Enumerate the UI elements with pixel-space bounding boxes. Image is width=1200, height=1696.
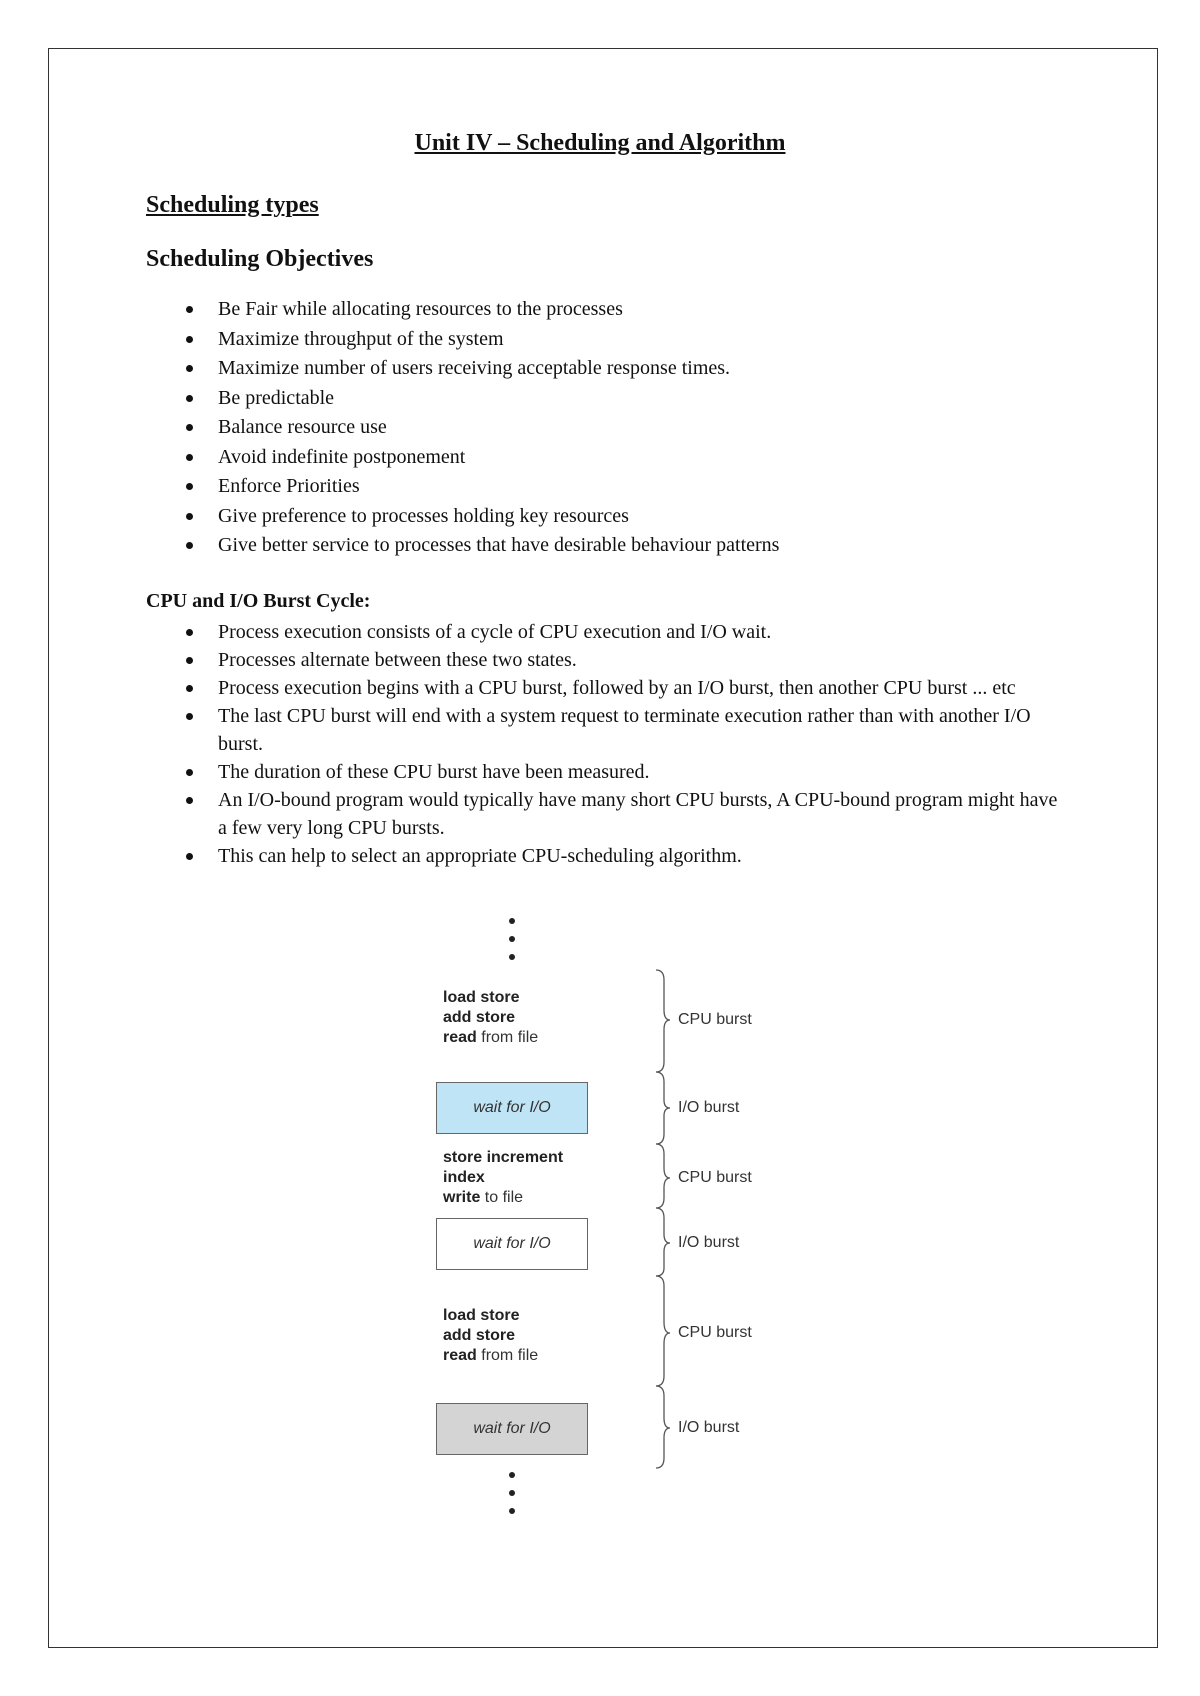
list-item-text: The duration of these CPU burst have been measured. (218, 761, 650, 783)
objectives-list (186, 295, 1066, 561)
wait-label: wait for I/O (473, 1099, 551, 1116)
code-keyword: write (443, 1189, 481, 1206)
list-item (186, 531, 1066, 561)
code-keyword: read (443, 1029, 477, 1046)
list-item (186, 413, 1066, 443)
heading-cpu-io-burst-cycle: CPU and I/O Burst Cycle: (146, 590, 371, 612)
list-item (186, 502, 1066, 532)
code-rest: to file (480, 1189, 524, 1206)
list-item-text: This can help to select an appropriate CPU-scheduling algorithm. (218, 845, 742, 867)
cpu-burst-label: CPU burst (678, 1169, 752, 1186)
list-item-text: Enforce Priorities (218, 475, 360, 497)
code-rest: from file (476, 1347, 539, 1364)
list-item-text: Balance resource use (218, 416, 387, 438)
list-item (186, 354, 1066, 384)
code-line: add store (443, 1327, 516, 1344)
cpu-burst-label: CPU burst (678, 1011, 752, 1028)
code-keyword: read (443, 1347, 477, 1364)
io-burst-label: I/O burst (678, 1099, 740, 1116)
list-item (186, 842, 1066, 870)
list-item-text: Maximize number of users receiving acceptable response times. (218, 357, 731, 379)
cpu-burst-label: CPU burst (678, 1324, 752, 1341)
wait-label: wait for I/O (473, 1235, 551, 1252)
code-line: store increment (443, 1149, 564, 1166)
list-item-text: Process execution begins with a CPU burst, followed by an I/O burst, then another CPU burst ... etc (218, 677, 1016, 699)
heading-scheduling-objectives: Scheduling Objectives (146, 246, 374, 272)
code-line: load store (443, 989, 520, 1006)
page-title: Unit IV – Scheduling and Algorithm (414, 130, 786, 156)
list-item (186, 472, 1066, 502)
list-item-text: Be predictable (218, 386, 335, 409)
list-item (186, 443, 1066, 473)
code-rest: from file (476, 1029, 539, 1046)
list-item (186, 758, 1066, 786)
wait-label: wait for I/O (473, 1420, 551, 1437)
list-item (186, 674, 1066, 702)
io-burst-label: I/O burst (678, 1234, 740, 1251)
list-item-text: Maximize throughput of the system (218, 327, 504, 350)
list-item-text: Be Fair while allocating resources to the processes (218, 298, 623, 320)
list-item-text: An I/O-bound program would typically have many short CPU bursts, A CPU-bound program might have a few very long CPU bursts. (218, 789, 1058, 839)
list-item-text: Avoid indefinite postponement (218, 445, 466, 468)
code-line: index (443, 1169, 485, 1186)
code-line: load store (443, 1307, 520, 1324)
io-burst-label: I/O burst (678, 1419, 740, 1436)
list-item-text: Processes alternate between these two states. (218, 649, 577, 671)
list-item (186, 646, 1066, 674)
list-item (186, 702, 1066, 758)
heading-scheduling-types: Scheduling types (146, 192, 319, 218)
list-item (186, 295, 1066, 325)
list-item-text: The last CPU burst will end with a system request to terminate execution rather than with another I/O burst. (218, 705, 1031, 755)
list-item (186, 325, 1066, 355)
list-item-text: Give better service to processes that have desirable behaviour patterns (218, 534, 780, 556)
list-item-text: Give preference to processes holding key resources (218, 504, 629, 527)
cpu-burst-list (186, 618, 1066, 870)
list-item (186, 618, 1066, 646)
list-item (186, 384, 1066, 414)
code-line: add store (443, 1009, 516, 1026)
list-item-text: Process execution consists of a cycle of CPU execution and I/O wait. (218, 621, 772, 643)
list-item (186, 786, 1066, 842)
